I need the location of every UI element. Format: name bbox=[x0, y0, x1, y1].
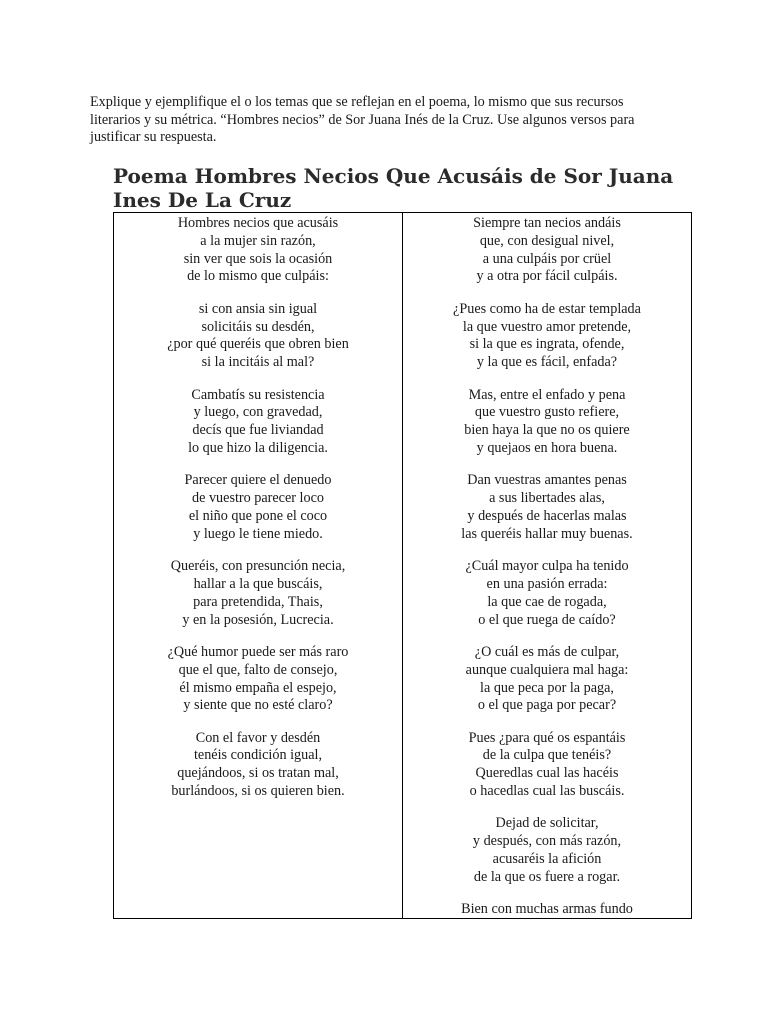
poem-verse-line: la que cae de rogada, bbox=[487, 593, 607, 610]
poem-verse-line: de la que os fuere a rogar. bbox=[473, 868, 621, 885]
poem-verse-line: que el que, falto de consejo, bbox=[178, 661, 338, 678]
instructions-line: Explique y ejemplifique el o los temas que se reflejan en el poema, lo mismo que sus recursos bbox=[90, 94, 624, 110]
poem-verse-line: ¿por qué queréis que obren bien bbox=[167, 336, 349, 353]
poem-verse-line: y siente que no esté claro? bbox=[183, 697, 333, 714]
poem-verse-line: quejándoos, si os tratan mal, bbox=[177, 765, 339, 782]
poem-verse-line: sin ver que sois la ocasión bbox=[183, 250, 333, 267]
poem-verse-line: de vuestro parecer loco bbox=[192, 490, 324, 507]
poem-verse-line: Mas, entre el enfado y pena bbox=[468, 386, 626, 403]
poem-verse-line: y después, con más razón, bbox=[472, 833, 622, 850]
poem-verse-line: hallar a la que buscáis, bbox=[193, 575, 323, 592]
poem-verse-line: él mismo empaña el espejo, bbox=[179, 679, 337, 696]
poem-verse-line: ¿O cuál es más de culpar, bbox=[474, 643, 620, 660]
poem-verse-line: lo que hizo la diligencia. bbox=[188, 439, 328, 456]
poem-verse-line: de lo mismo que culpáis: bbox=[187, 268, 329, 285]
poem-title bbox=[113, 164, 693, 212]
poem-verse-line: si la que es ingrata, ofende, bbox=[469, 336, 625, 353]
poem-verse-line: solicitáis su desdén, bbox=[201, 318, 315, 335]
poem-verse-line: a una culpáis por crüel bbox=[482, 250, 612, 267]
poem-stanza bbox=[403, 644, 691, 715]
poem-verse-line: Dejad de solicitar, bbox=[495, 815, 599, 832]
poem-verse-line: burlándoos, si os quieren bien. bbox=[171, 783, 345, 800]
poem-verse-line: Dan vuestras amantes penas bbox=[467, 472, 627, 489]
poem-stanza bbox=[403, 901, 691, 919]
poem-verse-line: ¿Qué humor puede ser más raro bbox=[167, 643, 349, 660]
poem-stanza bbox=[403, 301, 691, 372]
poem-stanza bbox=[114, 730, 402, 801]
poem-verse-line: si la incitáis al mal? bbox=[201, 354, 315, 371]
poem-verse-line: o hacedlas cual las buscáis. bbox=[469, 783, 625, 800]
poem-verse-line: Pues ¿para qué os espantáis bbox=[468, 729, 626, 746]
poem-stanza bbox=[114, 387, 402, 458]
poem-verse-line: tenéis condición igual, bbox=[193, 747, 323, 764]
poem-verse-line: Cambatís su resistencia bbox=[191, 386, 325, 403]
poem-verse-line: y en la posesión, Lucrecia. bbox=[182, 611, 334, 628]
poem-verse-line: Queredlas cual las hacéis bbox=[475, 765, 619, 782]
poem-stanza bbox=[114, 215, 402, 286]
poem-verse-line: Parecer quiere el denuedo bbox=[184, 472, 332, 489]
poem-column-right bbox=[402, 213, 691, 918]
poem-verse-line: en una pasión errada: bbox=[486, 575, 608, 592]
poem-verse-line: ¿Pues como ha de estar templada bbox=[453, 300, 641, 317]
poem-verse-line: o el que paga por pecar? bbox=[477, 697, 617, 714]
instructions-line: justificar su respuesta. bbox=[90, 129, 217, 145]
poem-verse-line: y la que es fácil, enfada? bbox=[476, 354, 618, 371]
poem-stanza bbox=[403, 472, 691, 543]
poem-verse-line: y a otra por fácil culpáis. bbox=[476, 268, 618, 285]
poem-verse-line: ¿Cuál mayor culpa ha tenido bbox=[465, 558, 629, 575]
poem-verse-line: y después de hacerlas malas bbox=[467, 507, 627, 524]
poem-verse-line: que vuestro gusto refiere, bbox=[474, 404, 620, 421]
poem-stanza bbox=[114, 472, 402, 543]
poem-verse-line: que, con desigual nivel, bbox=[479, 232, 615, 249]
poem-stanza bbox=[403, 558, 691, 629]
poem-verse-line: la que peca por la paga, bbox=[480, 679, 614, 696]
poem-verse-line: o el que ruega de caído? bbox=[478, 611, 616, 628]
poem-verse-line: la que vuestro amor pretende, bbox=[462, 318, 632, 335]
poem-stanza bbox=[403, 215, 691, 286]
poem-verse-line: decís que fue liviandad bbox=[192, 422, 324, 439]
poem-stanza bbox=[114, 558, 402, 629]
poem-stanza bbox=[114, 301, 402, 372]
poem-verse-line: Siempre tan necios andáis bbox=[473, 215, 621, 231]
poem-title-line: Poema Hombres Necios Que Acusáis de Sor Juana bbox=[113, 164, 674, 188]
poem-verse-line: y quejaos en hora buena. bbox=[476, 439, 618, 456]
poem-verse-line: acusaréis la afición bbox=[492, 851, 602, 868]
poem-verse-line: y luego, con gravedad, bbox=[193, 404, 323, 421]
poem-verse-line: y luego le tiene miedo. bbox=[193, 525, 323, 542]
poem-table bbox=[113, 212, 692, 919]
poem-verse-line: de la culpa que tenéis? bbox=[482, 747, 612, 764]
poem-verse-line: el niño que pone el coco bbox=[188, 507, 328, 524]
poem-verse-line: las queréis hallar muy buenas. bbox=[461, 525, 633, 542]
poem-stanza bbox=[403, 815, 691, 886]
poem-verse-line: Con el favor y desdén bbox=[195, 729, 321, 746]
poem-stanza bbox=[403, 730, 691, 801]
poem-verse-line: Bien con muchas armas fundo bbox=[461, 901, 633, 918]
poem-verse-line: para pretendida, Thais, bbox=[193, 593, 323, 610]
poem-stanza bbox=[114, 644, 402, 715]
instructions-line: literarios y su métrica. “Hombres necios” de Sor Juana Inés de la Cruz. Use algunos versos para bbox=[90, 111, 635, 128]
poem-title-line: Ines De La Cruz bbox=[113, 188, 292, 212]
poem-verse-line: Hombres necios que acusáis bbox=[177, 215, 339, 231]
poem-stanza bbox=[403, 387, 691, 458]
poem-verse-line: si con ansia sin igual bbox=[198, 300, 318, 317]
poem-verse-line: bien haya la que no os quiere bbox=[464, 422, 630, 439]
poem-verse-line: a sus libertades alas, bbox=[489, 490, 605, 507]
poem-verse-line: Queréis, con presunción necia, bbox=[170, 558, 346, 575]
poem-column-left bbox=[114, 213, 402, 918]
instructions-paragraph bbox=[90, 94, 690, 147]
poem-verse-line: aunque cualquiera mal haga: bbox=[465, 661, 629, 678]
poem-verse-line: a la mujer sin razón, bbox=[200, 232, 316, 249]
